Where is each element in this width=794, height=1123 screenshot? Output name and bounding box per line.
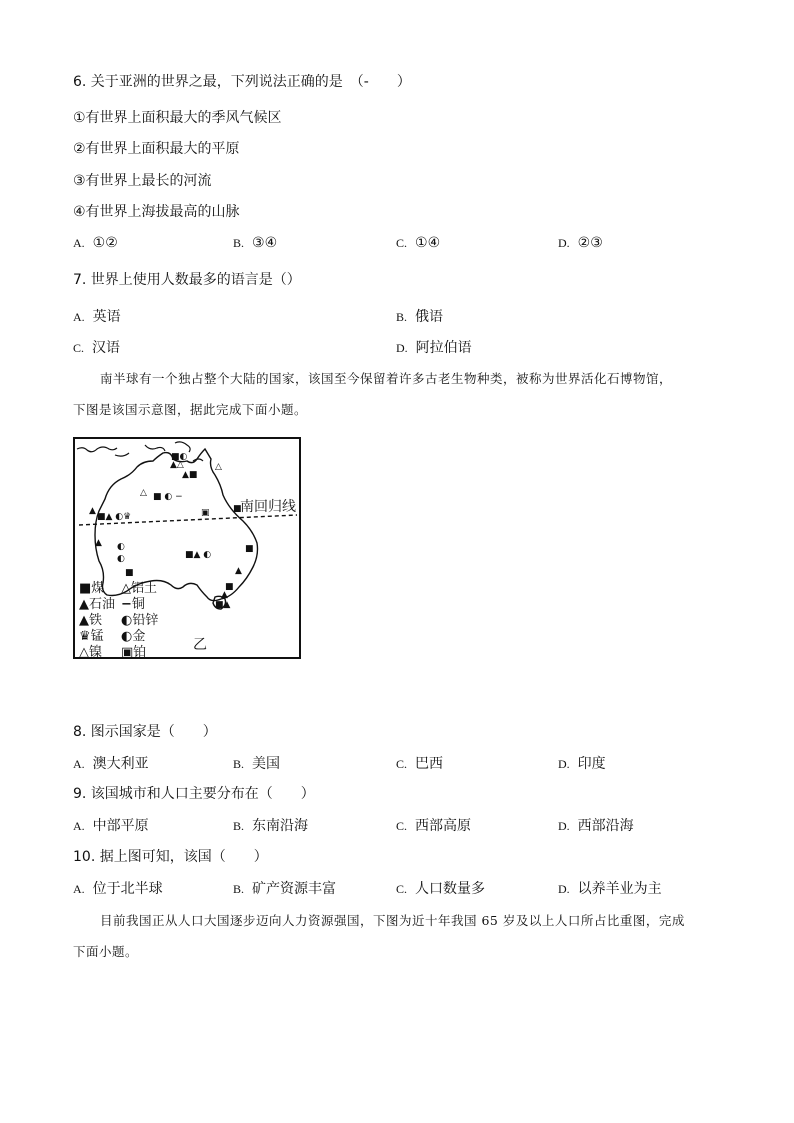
- q6-option-b[interactable]: B. ③④: [233, 235, 278, 251]
- q10-option-b[interactable]: B. 矿产资源丰富: [233, 881, 337, 897]
- q6-option-c[interactable]: C. ①④: [396, 235, 441, 251]
- q7-option-c[interactable]: C. 汉语: [73, 340, 121, 356]
- q10-stem: 10. 据上图可知，该国（ ）: [73, 849, 268, 865]
- q10-option-a[interactable]: A. 位于北半球: [73, 881, 163, 897]
- legend-nickel: △镍: [79, 645, 103, 660]
- map-bottom-label: 乙: [193, 637, 207, 653]
- svg-text:▲△: ▲△: [170, 460, 184, 470]
- svg-text:△: △: [215, 462, 222, 472]
- q9-option-a[interactable]: A. 中部平原: [73, 818, 149, 834]
- svg-text:■ ◐ −: ■ ◐ −: [153, 492, 183, 502]
- q8-option-c[interactable]: C. 巴西: [396, 756, 444, 772]
- q8-option-a[interactable]: A. 澳大利亚: [73, 756, 149, 772]
- legend-gold: ◐金: [121, 629, 146, 644]
- q7-option-a[interactable]: A. 英语: [73, 309, 121, 325]
- svg-text:△: △: [140, 488, 147, 498]
- svg-text:■: ■: [225, 582, 234, 592]
- svg-text:▲: ▲: [95, 538, 102, 548]
- legend-bauxite: △铝土: [121, 581, 158, 596]
- svg-text:■: ■: [125, 568, 134, 578]
- australia-map: [73, 437, 301, 659]
- legend-platinum: ▣铂: [121, 645, 147, 660]
- map-legend-right: [121, 581, 158, 661]
- svg-text:▲: ▲: [89, 506, 96, 516]
- passage-1-line-1: 南半球有一个独占整个大陆的国家，该国至今保留着许多古老生物种类，被称为世界活化石博物馆，: [100, 371, 673, 386]
- legend-iron: ▲铁: [79, 613, 103, 628]
- legend-coal: ■煤: [79, 581, 105, 596]
- q9-stem: 9. 该国城市和人口主要分布在（ ）: [73, 786, 315, 802]
- q6-stem: 6. 关于亚洲的世界之最，下列说法正确的是 （- ）: [73, 74, 411, 90]
- tropic-label: 南回归线: [240, 499, 296, 515]
- passage-2-line-1: 目前我国正从人口大国逐步迈向人力资源强国，下图为近十年我国 65 岁及以上人口所占比重图，完成: [100, 913, 685, 928]
- q6-item-1: ①有世界上面积最大的季风气候区: [73, 110, 282, 126]
- q8-stem: 8. 图示国家是（ ）: [73, 724, 217, 740]
- q7-option-b[interactable]: B. 俄语: [396, 309, 444, 325]
- q6-item-3: ③有世界上最长的河流: [73, 173, 212, 189]
- q10-option-c[interactable]: C. 人口数量多: [396, 881, 486, 897]
- legend-lead-zinc: ◐铅锌: [121, 613, 159, 628]
- legend-oil: ▲石油: [79, 597, 116, 612]
- q8-option-b[interactable]: B. 美国: [233, 756, 281, 772]
- q6-option-a[interactable]: A. ①②: [73, 235, 118, 251]
- svg-text:▲: ▲: [221, 590, 228, 600]
- svg-text:◐: ◐: [117, 554, 125, 564]
- q9-option-d[interactable]: D. 西部沿海: [558, 818, 634, 834]
- legend-copper: −铜: [121, 597, 145, 612]
- q8-option-d[interactable]: D. 印度: [558, 756, 606, 772]
- q9-option-c[interactable]: C. 西部高原: [396, 818, 472, 834]
- svg-text:▣: ▣: [201, 508, 210, 518]
- passage-1-line-2: 下图是该国示意图，据此完成下面小题。: [73, 402, 308, 417]
- svg-text:▲■: ▲■: [182, 470, 198, 480]
- svg-text:▲: ▲: [235, 566, 242, 576]
- legend-manganese: ♛锰: [79, 629, 104, 644]
- svg-text:■: ■: [245, 544, 254, 554]
- svg-text:■◐: ■◐: [171, 452, 188, 462]
- map-legend-left: [79, 581, 115, 661]
- q7-stem: 7. 世界上使用人数最多的语言是（）: [73, 272, 301, 288]
- q6-item-2: ②有世界上面积最大的平原: [73, 141, 240, 157]
- q6-option-d[interactable]: D. ②③: [558, 235, 603, 251]
- q6-item-4: ④有世界上海拔最高的山脉: [73, 204, 240, 220]
- svg-text:■▲ ◐♛: ■▲ ◐♛: [97, 512, 132, 522]
- q7-option-d[interactable]: D. 阿拉伯语: [396, 340, 472, 356]
- passage-2-line-2: 下面小题。: [73, 944, 139, 959]
- svg-text:■: ■: [233, 504, 242, 514]
- q10-option-d[interactable]: D. 以养羊业为主: [558, 881, 662, 897]
- svg-text:■▲ ◐: ■▲ ◐: [185, 550, 212, 560]
- svg-text:◐: ◐: [117, 542, 125, 552]
- q9-option-b[interactable]: B. 东南沿海: [233, 818, 309, 834]
- svg-text:■▲: ■▲: [215, 600, 231, 610]
